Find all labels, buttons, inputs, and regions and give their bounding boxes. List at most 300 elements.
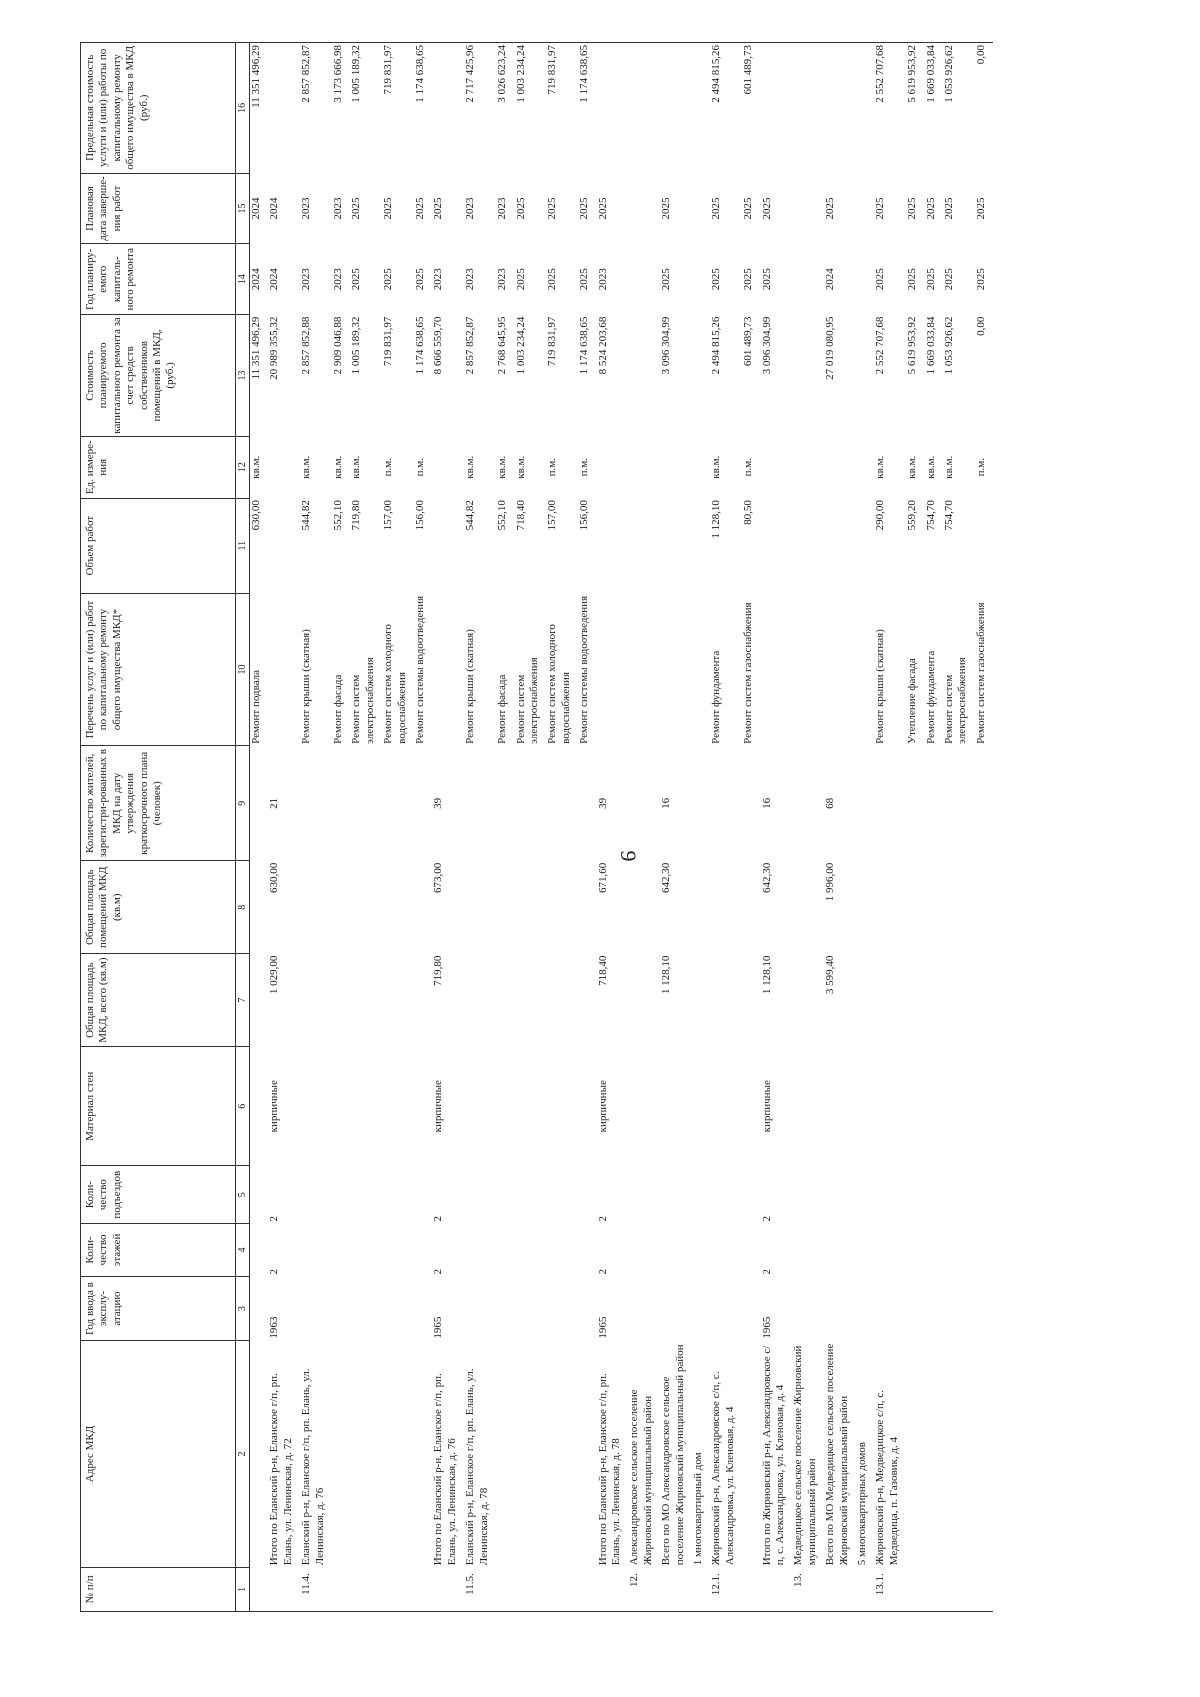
table-cell: кирпичные — [268, 1080, 281, 1133]
table-cell: 719 831,97 — [546, 316, 559, 367]
table-cell: 5 619 953,92 — [906, 316, 919, 375]
table-cell: 719,80 — [350, 500, 363, 531]
capital-repair-table — [80, 42, 993, 1612]
table-cell — [761, 43, 793, 174]
table-cell: 1 669 033,84 — [924, 316, 937, 375]
table-cell — [824, 436, 856, 498]
table-cell — [906, 954, 924, 1047]
table-cell — [578, 1047, 596, 1166]
table-cell: 1 174 638,65 — [414, 316, 427, 375]
table-cell — [906, 1341, 924, 1568]
table-cell — [332, 954, 350, 1047]
table-cell — [710, 746, 742, 861]
column-header-14: Год планиру-емого капиталь-ного ремонта — [81, 244, 236, 315]
table-cell — [925, 1341, 943, 1568]
table-cell — [943, 1166, 975, 1223]
table-cell: Ремонт систем электроснабжения — [943, 657, 969, 744]
table-cell — [742, 1341, 760, 1568]
table-cell: 2025 — [382, 197, 395, 220]
table-cell: 1 128,10 — [760, 955, 773, 995]
table-cell — [464, 746, 496, 861]
table-cell — [692, 861, 710, 954]
table-cell — [824, 1047, 856, 1166]
table-cell — [874, 861, 906, 954]
table-cell — [742, 861, 760, 954]
table-cell — [925, 861, 943, 954]
table-cell — [792, 315, 824, 437]
table-cell — [660, 1277, 692, 1341]
table-cell — [268, 593, 300, 746]
table-row — [268, 43, 300, 1612]
table-cell: 2023 — [496, 197, 509, 220]
table-cell — [792, 1047, 824, 1166]
table-cell — [975, 861, 993, 954]
table-cell: 2025 — [350, 197, 363, 220]
column-number: 12 — [236, 436, 250, 498]
table-row — [692, 43, 710, 1612]
table-cell — [943, 861, 975, 954]
table-cell — [332, 1567, 350, 1611]
table-cell: 157,00 — [382, 500, 395, 531]
table-cell — [692, 315, 710, 437]
table-cell: 2025 — [760, 197, 773, 220]
table-cell — [856, 954, 874, 1047]
table-cell: п.м. — [974, 458, 987, 477]
table-cell — [332, 746, 350, 861]
rotated-page — [80, 42, 1080, 1612]
table-cell — [332, 1047, 350, 1166]
table-cell — [943, 1047, 975, 1166]
table-cell — [692, 593, 710, 746]
table-cell: 2025 — [906, 197, 919, 220]
table-cell — [874, 1223, 906, 1276]
table-cell — [792, 954, 824, 1047]
table-cell — [546, 1567, 578, 1611]
table-cell — [432, 1567, 464, 1611]
column-header-12: Ед. измере-ния — [81, 436, 236, 498]
table-cell: 2025 — [660, 268, 673, 291]
table-cell — [250, 1277, 269, 1341]
table-cell: Ремонт систем газоснабжения — [974, 602, 987, 744]
table-cell — [975, 1166, 993, 1223]
table-cell: 719,80 — [432, 955, 445, 986]
table-cell: 1963 — [268, 1316, 281, 1339]
table-cell: Жирновский р-н, Медведицкое с/п, с. Медведица, п. Газовик, д. 4 — [874, 1390, 900, 1566]
table-cell — [692, 173, 710, 244]
table-cell — [692, 1166, 710, 1223]
table-cell — [660, 436, 692, 498]
column-header-16: Предельная стоимость услуги и (или) работы по капитальному ремонту общего имущества в МКД (руб.) — [81, 43, 236, 174]
table-cell: 2025 — [760, 268, 773, 291]
table-cell — [628, 1047, 660, 1166]
table-cell — [382, 861, 414, 954]
table-cell — [496, 1166, 514, 1223]
table-cell — [578, 954, 596, 1047]
table-cell — [250, 861, 269, 954]
table-cell — [692, 436, 710, 498]
table-cell — [761, 1567, 793, 1611]
table-cell: Ремонт систем холодного водоснабжения — [546, 624, 572, 744]
table-cell — [250, 1166, 269, 1223]
table-cell: 754,70 — [924, 500, 937, 531]
table-cell — [874, 1277, 906, 1341]
table-row — [660, 43, 692, 1612]
table-cell: 2025 — [660, 197, 673, 220]
table-cell — [692, 1277, 710, 1341]
table-cell: 544,82 — [464, 500, 477, 531]
table-cell — [628, 861, 660, 954]
table-cell — [350, 1341, 382, 1568]
table-cell: Ремонт систем газоснабжения — [742, 602, 755, 744]
table-cell — [350, 746, 382, 861]
table-cell: 671,60 — [596, 862, 609, 894]
table-cell: 0,00 — [975, 43, 993, 174]
table-cell — [943, 1277, 975, 1341]
table-cell — [710, 1047, 742, 1166]
table-cell — [496, 1277, 514, 1341]
table-cell: 8 666 559,70 — [432, 316, 445, 375]
table-cell — [546, 1223, 578, 1276]
table-cell — [414, 1341, 432, 1568]
table-cell: Всего по МО Александровское сельское поселение Жирновский муниципальный район — [660, 1344, 686, 1566]
table-cell — [382, 746, 414, 861]
table-cell — [692, 746, 710, 861]
table-cell: 1965 — [596, 1316, 609, 1339]
table-cell: 642,30 — [660, 862, 673, 894]
table-cell — [925, 1277, 943, 1341]
table-cell — [925, 746, 943, 861]
table-cell — [710, 1223, 742, 1276]
table-cell — [710, 861, 742, 954]
table-cell — [628, 498, 660, 593]
table-cell — [660, 593, 692, 746]
table-cell — [792, 1223, 824, 1276]
table-cell: 642,30 — [760, 862, 773, 894]
table-cell — [350, 1277, 382, 1341]
table-cell — [925, 1223, 943, 1276]
table-cell: 2025 — [514, 268, 527, 291]
table-cell: 2 — [760, 1269, 773, 1275]
table-cell: 156,00 — [414, 500, 427, 531]
table-cell: 2023 — [596, 268, 609, 291]
table-cell: 2023 — [332, 268, 345, 291]
table-cell — [597, 498, 629, 593]
table-cell: 1 174 638,65 — [578, 43, 596, 174]
table-cell: 157,00 — [546, 500, 559, 531]
table-row — [943, 43, 975, 1612]
table-cell: 1 003 234,24 — [515, 43, 547, 174]
table-cell: Ремонт фундамента — [710, 650, 723, 744]
column-number: 11 — [236, 498, 250, 593]
table-cell: Ремонт систем холодного водоснабжения — [382, 624, 408, 744]
table-row — [432, 43, 464, 1612]
table-cell: 2 552 707,68 — [874, 43, 906, 174]
table-cell: 3 599,40 — [824, 955, 837, 995]
table-cell — [597, 593, 629, 746]
table-cell — [943, 954, 975, 1047]
table-cell: 39 — [596, 797, 609, 809]
table-cell: 2 909 046,88 — [332, 316, 345, 375]
table-cell — [660, 43, 692, 174]
column-header-1: № п/п — [81, 1567, 236, 1611]
table-cell — [382, 1047, 414, 1166]
table-row — [546, 43, 578, 1612]
table-cell — [515, 1567, 547, 1611]
table-cell — [382, 1277, 414, 1341]
table-cell — [578, 746, 596, 861]
table-cell — [496, 1341, 514, 1568]
table-cell: Ремонт крыши (скатная) — [874, 629, 887, 744]
table-cell — [943, 1567, 975, 1611]
table-cell: 2025 — [742, 268, 755, 291]
table-cell — [464, 861, 496, 954]
table-cell: 12. — [628, 1567, 660, 1611]
table-cell — [628, 746, 660, 861]
table-cell: 1 053 926,62 — [943, 316, 956, 375]
table-cell: 2024 — [250, 268, 262, 291]
table-cell: Ремонт подвала — [250, 669, 262, 744]
table-cell — [515, 954, 547, 1047]
table-cell: 2025 — [414, 268, 427, 291]
table-cell: 1 003 234,24 — [514, 316, 527, 375]
table-cell: 2025 — [710, 268, 723, 291]
table-cell: 0,00 — [974, 316, 987, 336]
column-header-6: Материал стен — [81, 1047, 236, 1166]
table-cell: 2 494 815,26 — [710, 43, 742, 174]
table-cell — [943, 1341, 975, 1568]
table-cell — [692, 244, 710, 315]
table-cell: 2025 — [924, 197, 937, 220]
table-cell: Утепление фасада — [906, 658, 919, 744]
table-cell: 1965 — [760, 1316, 773, 1339]
table-cell: Ремонт крыши (скатная) — [300, 629, 313, 744]
table-cell: 2025 — [350, 268, 363, 291]
table-cell — [432, 43, 464, 174]
table-cell — [792, 746, 824, 861]
table-cell — [856, 498, 874, 593]
table-cell: п.м. — [382, 458, 395, 477]
column-number: 15 — [236, 173, 250, 244]
table-cell: 11.4. — [300, 1567, 332, 1611]
table-cell: 559,20 — [906, 500, 919, 531]
table-row — [414, 43, 432, 1612]
table-cell: п.м. — [578, 458, 591, 477]
table-cell — [382, 1567, 414, 1611]
table-cell: 2025 — [578, 197, 591, 220]
table-cell: 8 524 203,68 — [596, 316, 609, 375]
table-row — [874, 43, 906, 1612]
table-cell — [710, 1166, 742, 1223]
table-cell — [597, 43, 629, 174]
table-cell — [332, 1166, 350, 1223]
table-cell — [692, 1223, 710, 1276]
table-cell — [975, 1341, 993, 1568]
table-cell: Итого по Еланский р-н, Еланское г/п, рп. Елань, ул. Ленинская, д. 78 — [596, 1373, 622, 1566]
table-cell — [628, 315, 660, 437]
table-cell: 2 857 852,87 — [300, 43, 332, 174]
table-cell: кв.м. — [300, 455, 313, 479]
table-cell — [300, 746, 332, 861]
table-cell: 2024 — [250, 197, 262, 220]
table-row — [382, 43, 414, 1612]
table-cell: Итого по Жирновский р-н, Александровское с/п, с. Александровка, ул. Кленовая, д. 4 — [760, 1345, 786, 1566]
column-number: 4 — [236, 1223, 250, 1276]
table-cell: Ремонт систем электроснабжения — [514, 657, 540, 744]
column-number: 1 — [236, 1567, 250, 1611]
table-cell: 2 — [432, 1215, 445, 1222]
table-cell — [578, 1277, 596, 1341]
column-header-8: Общая площадь помещений МКД (кв.м) — [81, 861, 236, 954]
table-cell — [496, 861, 514, 954]
table-cell: Ремонт систем электроснабжения — [350, 657, 376, 744]
table-cell — [792, 498, 824, 593]
table-cell — [742, 1047, 760, 1166]
table-cell — [742, 1166, 760, 1223]
table-cell: 1 996,00 — [824, 862, 837, 902]
table-cell: кв.м. — [710, 455, 723, 479]
table-cell: Ремонт крыши (скатная) — [464, 629, 477, 744]
table-cell: 2 — [596, 1215, 609, 1222]
table-cell: 718,40 — [514, 500, 527, 531]
table-cell: 80,50 — [742, 500, 755, 525]
table-cell — [628, 1166, 660, 1223]
table-cell — [515, 746, 547, 861]
table-cell: Ремонт фасада — [496, 674, 509, 744]
table-cell — [300, 1047, 332, 1166]
column-number: 3 — [236, 1277, 250, 1341]
table-cell: 2023 — [464, 268, 477, 291]
table-cell: 2025 — [432, 197, 445, 220]
table-cell: 630,00 — [268, 862, 281, 894]
table-cell — [546, 954, 578, 1047]
table-cell: 290,00 — [874, 500, 887, 531]
column-header-15: Плановая дата заверше-ния работ — [81, 173, 236, 244]
table-cell — [660, 1166, 692, 1223]
table-cell: 2025 — [874, 197, 887, 220]
table-cell — [824, 1166, 856, 1223]
table-cell — [925, 1567, 943, 1611]
column-header-5: Коли-чество подъездов — [81, 1166, 236, 1223]
table-cell — [250, 1567, 269, 1611]
table-cell — [761, 498, 793, 593]
table-cell — [268, 43, 300, 174]
table-cell — [332, 861, 350, 954]
table-cell: 2 — [596, 1269, 609, 1275]
table-cell: кв.м. — [464, 455, 477, 479]
table-cell — [906, 1047, 924, 1166]
table-cell: Итого по Еланский р-н, Еланское г/п, рп. Елань, ул. Ленинская, д. 76 — [432, 1373, 458, 1566]
table-cell — [300, 1166, 332, 1223]
table-cell — [414, 1223, 432, 1276]
table-cell — [414, 1047, 432, 1166]
table-row — [300, 43, 332, 1612]
table-cell — [856, 1166, 874, 1223]
table-cell: 2025 — [974, 197, 987, 220]
table-cell: 2023 — [432, 268, 445, 291]
table-cell: 719 831,97 — [382, 43, 414, 174]
table-cell — [515, 1277, 547, 1341]
table-cell: 2023 — [332, 197, 345, 220]
table-cell: 2 494 815,26 — [710, 316, 723, 375]
table-cell: Ремонт системы водоотведения — [578, 595, 591, 744]
table-cell — [856, 746, 874, 861]
table-cell — [300, 861, 332, 954]
table-cell — [546, 1047, 578, 1166]
table-cell: 2025 — [546, 268, 559, 291]
table-cell — [975, 1567, 993, 1611]
table-cell — [856, 43, 874, 174]
table-cell — [761, 593, 793, 746]
table-cell — [464, 1277, 496, 1341]
table-cell — [742, 1567, 760, 1611]
table-cell — [268, 436, 300, 498]
table-cell — [350, 954, 382, 1047]
table-cell: 2023 — [496, 268, 509, 291]
table-cell — [350, 1166, 382, 1223]
table-cell — [906, 1567, 924, 1611]
table-cell: 20 989 355,32 — [268, 316, 281, 380]
table-cell: 1 128,10 — [710, 500, 723, 539]
table-cell: 1 005 189,32 — [350, 43, 382, 174]
column-header-3: Год ввода в эксплу-атацию — [81, 1277, 236, 1341]
table-cell: 2024 — [268, 268, 281, 291]
table-cell — [692, 954, 710, 1047]
table-cell: 601 489,73 — [742, 316, 755, 367]
table-cell — [382, 1341, 414, 1568]
table-cell — [628, 436, 660, 498]
table-cell — [856, 1277, 874, 1341]
table-cell — [250, 1223, 269, 1276]
table-cell — [546, 746, 578, 861]
table-cell: 2025 — [924, 268, 937, 291]
table-cell: кв.м. — [514, 455, 527, 479]
column-number: 14 — [236, 244, 250, 315]
table-cell: 1 128,10 — [660, 955, 673, 995]
table-cell: 12.1. — [710, 1567, 742, 1611]
column-number: 9 — [236, 746, 250, 861]
table-cell: 16 — [660, 797, 673, 809]
table-cell — [250, 1341, 269, 1568]
table-cell: Александровское сельское поселение Жирновский муниципальный район — [628, 1389, 654, 1566]
table-cell — [578, 1341, 596, 1568]
table-row — [856, 43, 874, 1612]
table-cell — [268, 498, 300, 593]
table-cell: 552,10 — [332, 500, 345, 531]
table-cell — [925, 954, 943, 1047]
table-cell — [382, 1223, 414, 1276]
table-row — [925, 43, 943, 1612]
table-cell — [906, 861, 924, 954]
table-cell — [742, 746, 760, 861]
table-cell — [432, 498, 464, 593]
table-cell: 1 005 189,32 — [350, 316, 363, 375]
table-cell — [856, 1047, 874, 1166]
table-header — [81, 43, 250, 1612]
table-cell: 2024 — [268, 197, 281, 220]
table-cell — [546, 1277, 578, 1341]
table-cell — [464, 1223, 496, 1276]
column-number: 6 — [236, 1047, 250, 1166]
column-number: 2 — [236, 1341, 250, 1568]
table-cell: 2025 — [874, 268, 887, 291]
table-body — [250, 43, 994, 1612]
table-row — [824, 43, 856, 1612]
table-cell: 2023 — [464, 197, 477, 220]
table-cell: 1 174 638,65 — [578, 316, 591, 375]
table-row — [761, 43, 793, 1612]
column-header-13: Стоимость планируемого капитального ремонта за счет средств собственников помещений в МКД, (руб.) — [81, 315, 236, 437]
table-cell: 1 многоквартирный дом — [691, 1452, 704, 1566]
